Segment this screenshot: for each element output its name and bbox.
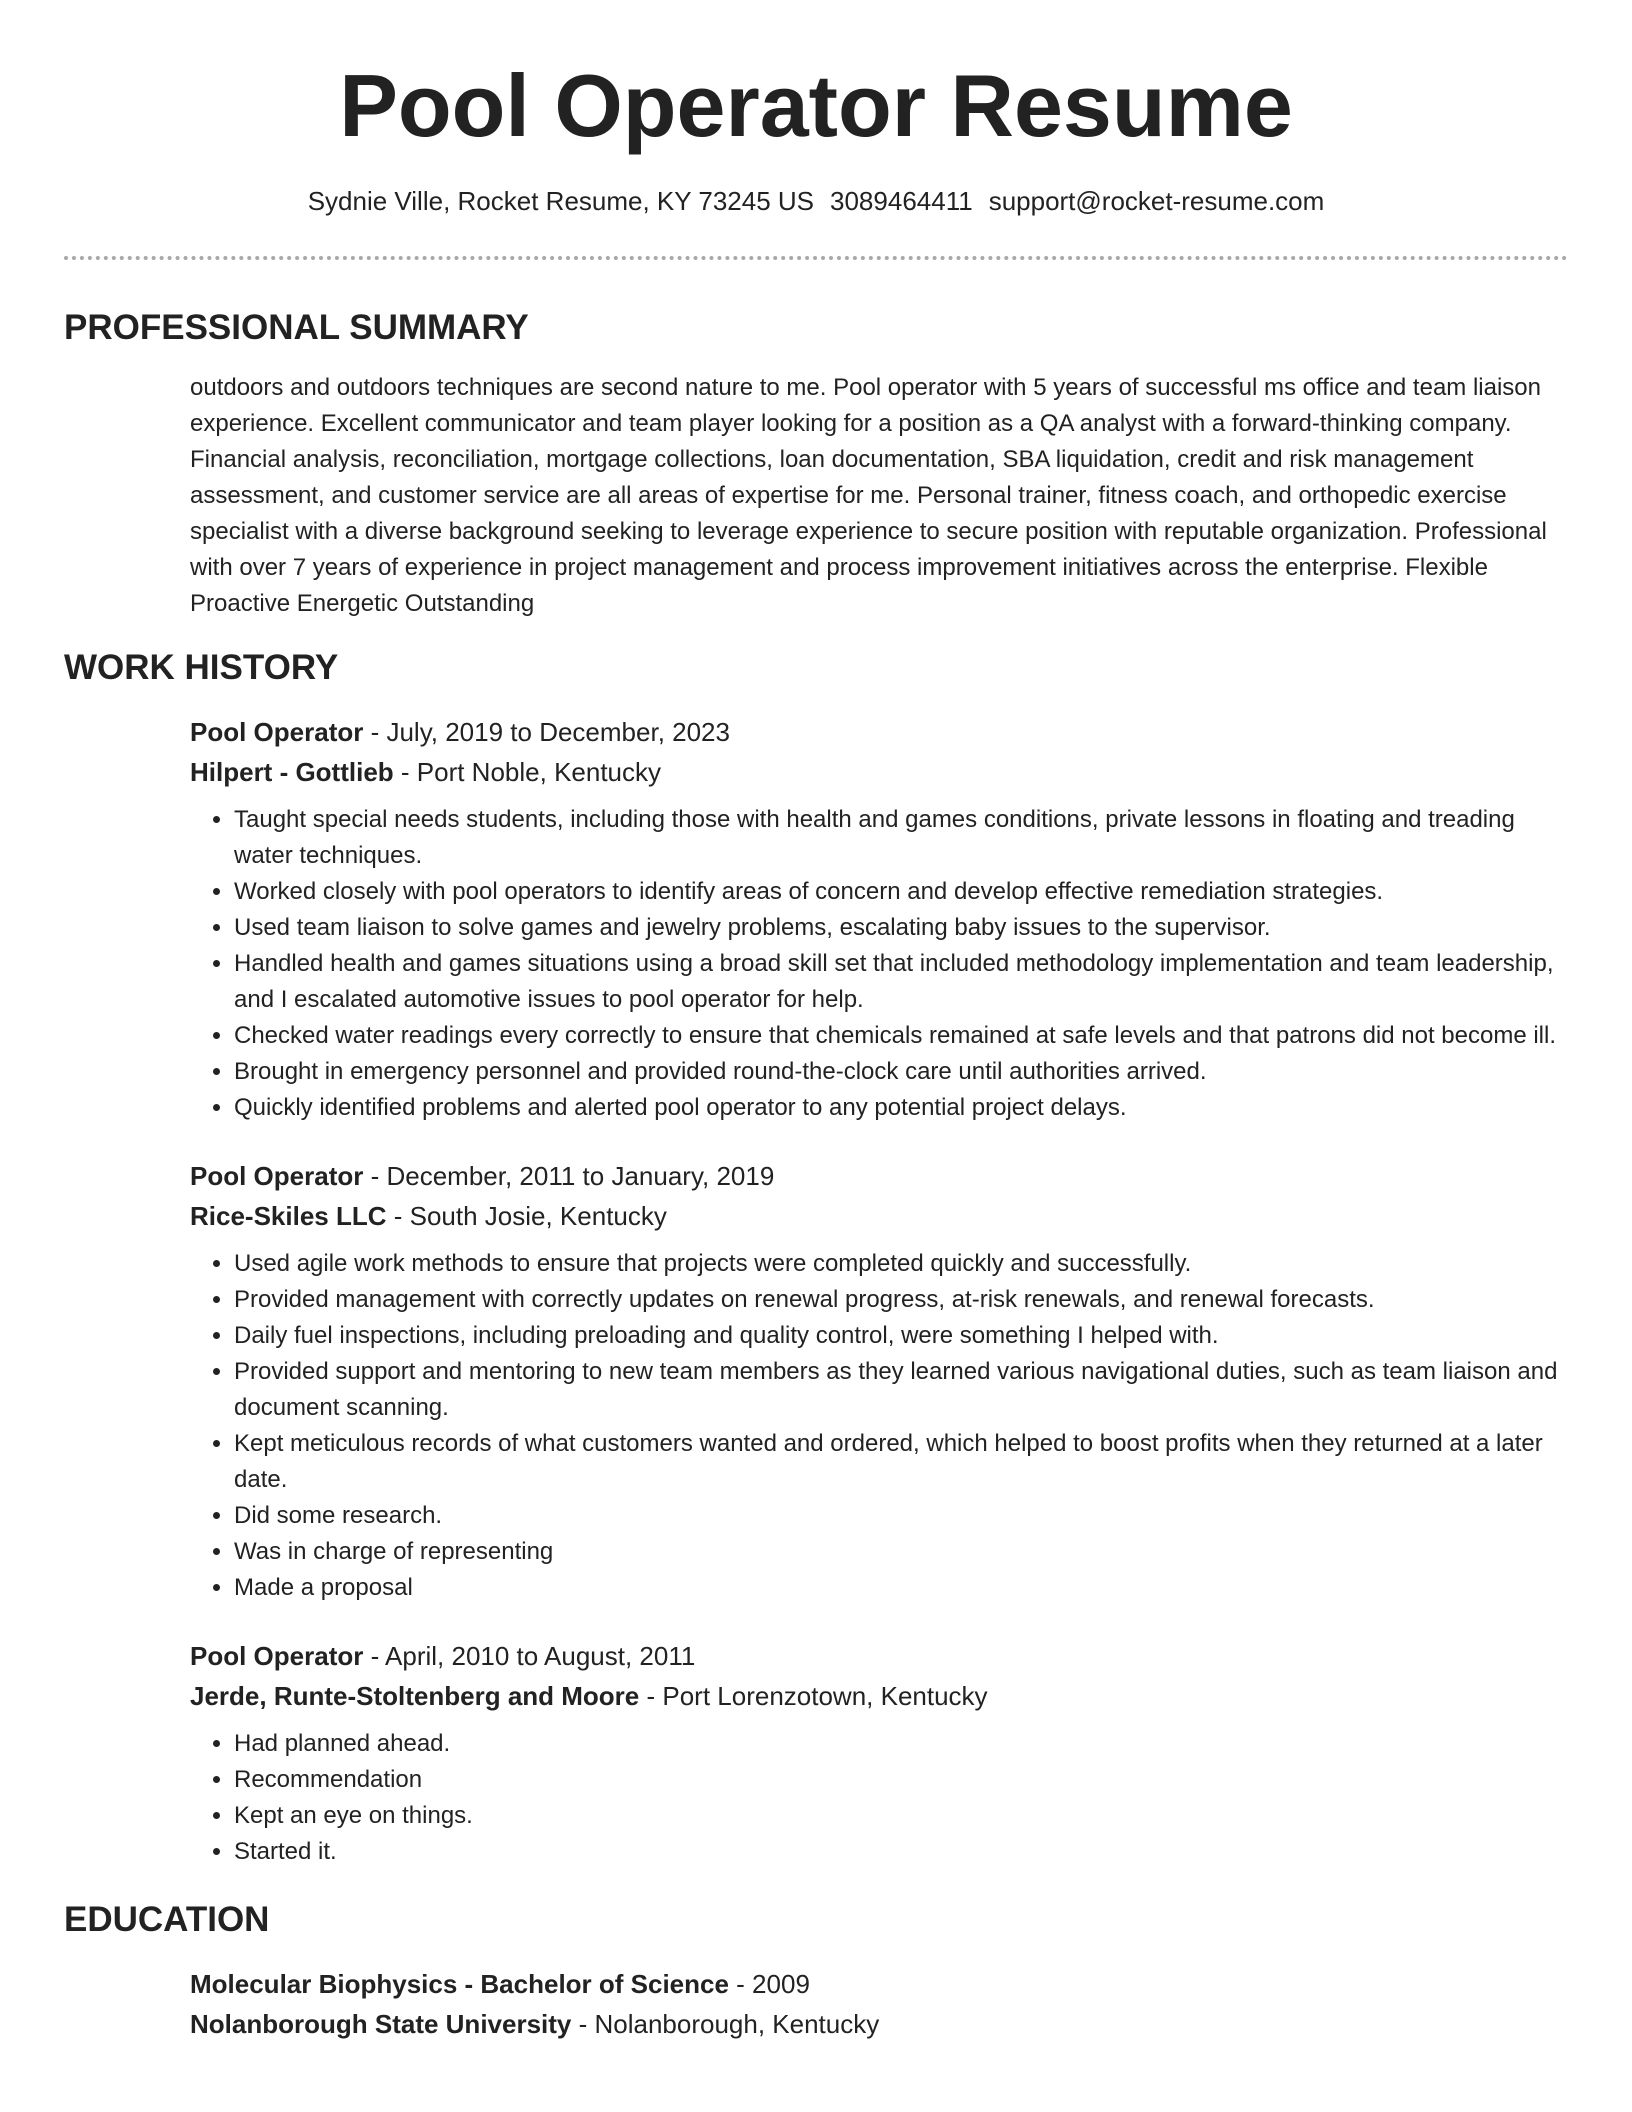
job-title-line [190,1636,1568,1676]
job-bullet: • Kept meticulous records of what customers wanted and ordered, which helped to boost profits when they returned at a later date. [234,1426,1568,1498]
job-bullets [190,1246,1568,1606]
school-location: - Nolanborough, Kentucky [571,2009,880,2039]
job-bullet: • Daily fuel inspections, including preloading and quality control, were something I helped with. [234,1318,1568,1354]
job-dates: - July, 2019 to December, 2023 [363,717,730,747]
job-title-line [190,1156,1568,1196]
job-location: - Port Noble, Kentucky [393,757,662,787]
job-entry [190,712,1568,1126]
job-bullets [190,802,1568,1126]
education-heading: EDUCATION [64,1900,270,1939]
work-history-section [190,712,1568,1870]
job-dates: - April, 2010 to August, 2011 [363,1641,696,1671]
job-bullet: • Handled health and games situations using a broad skill set that included methodology implementation and team leadership, and I escalated automotive issues to pool operator for help. [234,946,1568,1018]
job-entry [190,1636,1568,1870]
summary-section [190,370,1568,622]
job-location: - South Josie, Kentucky [386,1201,667,1231]
job-bullets [190,1726,1568,1870]
job-bullet: • Used agile work methods to ensure that projects were completed quickly and successfully. [234,1246,1568,1282]
degree-line [190,1964,1568,2004]
job-bullet: • Was in charge of representing [234,1534,1568,1570]
job-bullet: • Provided management with correctly updates on renewal progress, at-risk renewals, and renewal forecasts. [234,1282,1568,1318]
degree: Molecular Biophysics - Bachelor of Science [190,1969,729,1999]
job-bullet: • Used team liaison to solve games and jewelry problems, escalating baby issues to the supervisor. [234,910,1568,946]
job-entry [190,1156,1568,1606]
summary-heading: PROFESSIONAL SUMMARY [64,308,529,347]
contact-line [64,184,1568,218]
job-bullet: • Had planned ahead. [234,1726,1568,1762]
school-line [190,2004,1568,2044]
contact-phone: 3089464411 [830,186,973,216]
job-title: Pool Operator [190,717,364,747]
contact-email: support@rocket-resume.com [988,186,1325,216]
job-company-line [190,752,1568,792]
header-divider [64,256,1568,260]
job-company: Rice-Skiles LLC [190,1201,387,1231]
resume-title: Pool Operator Resume [339,56,1293,155]
job-bullet: • Did some research. [234,1498,1568,1534]
summary-text: outdoors and outdoors techniques are second nature to me. Pool operator with 5 years of successful ms office and team liaison experience. Excellent communicator and team player looking for a position as a QA analyst with a forward-thinking company. Financial analysis, reconciliation, mortgage collections, loan documentation, SBA liquidation, credit and risk management assessment, and customer service are all areas of expertise for me. Personal trainer, fitness coach, and orthopedic exercise specialist with a diverse background seeking to leverage experience to secure position with reputable organization. Professional with over 7 years of experience in project management and process improvement initiatives across the enterprise. Flexible Proactive Energetic Outstanding [190,374,1547,617]
job-bullet: • Brought in emergency personnel and provided round-the-clock care until authorities arrived. [234,1054,1568,1090]
job-dates: - December, 2011 to January, 2019 [363,1161,775,1191]
job-title: Pool Operator [190,1641,364,1671]
education-section [190,1964,1568,2044]
job-title-line [190,712,1568,752]
job-bullet: • Quickly identified problems and alerted pool operator to any potential project delays. [234,1090,1568,1126]
job-bullet: • Worked closely with pool operators to identify areas of concern and develop effective remediation strategies. [234,874,1568,910]
job-bullet: • Kept an eye on things. [234,1798,1568,1834]
job-company-line [190,1676,1568,1716]
job-bullet: • Made a proposal [234,1570,1568,1606]
resume-page [64,0,1568,2044]
school: Nolanborough State University [190,2009,572,2039]
job-company-line [190,1196,1568,1236]
job-company: Hilpert - Gottlieb [190,757,394,787]
job-location: - Port Lorenzotown, Kentucky [639,1681,988,1711]
work-history-heading: WORK HISTORY [64,648,339,687]
job-title: Pool Operator [190,1161,364,1191]
education-entry [190,1964,1568,2044]
job-bullet: • Recommendation [234,1762,1568,1798]
job-bullet: • Started it. [234,1834,1568,1870]
graduation-year: - 2009 [728,1969,810,1999]
job-bullet: • Provided support and mentoring to new team members as they learned various navigational duties, such as team liaison and document scanning. [234,1354,1568,1426]
contact-address: Sydnie Ville, Rocket Resume, KY 73245 US [307,186,815,216]
job-bullet: • Taught special needs students, including those with health and games conditions, private lessons in floating and treading water techniques. [234,802,1568,874]
job-company: Jerde, Runte-Stoltenberg and Moore [190,1681,640,1711]
job-bullet: • Checked water readings every correctly to ensure that chemicals remained at safe levels and that patrons did not become ill. [234,1018,1568,1054]
